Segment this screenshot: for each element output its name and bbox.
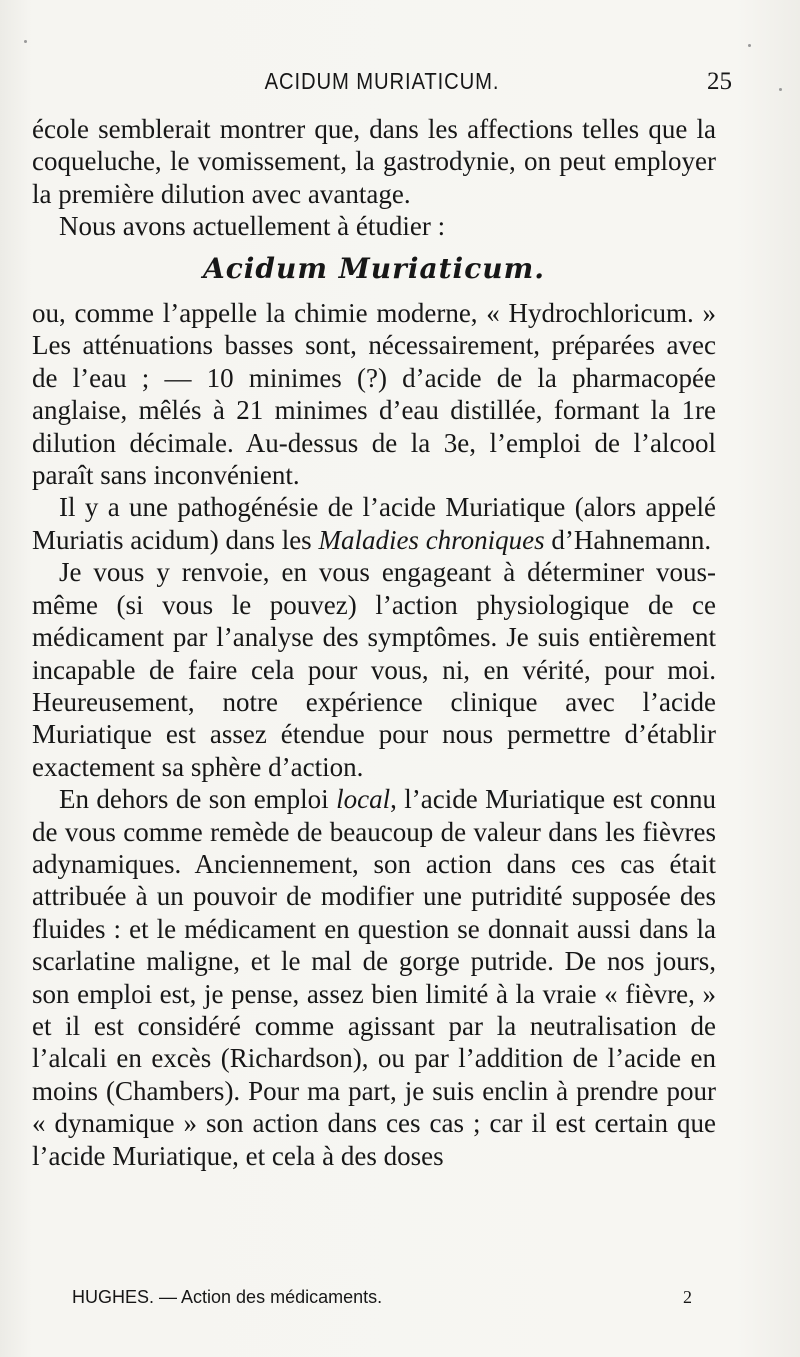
paragraph-3: ou, comme l’appelle la chimie moderne, « Hydrochloricum. » Les atténuations basses sont, nécessairement, préparées avec de l’eau ; — 10 minimes (?) d’acide de la pharmacopée anglaise, mêlés à 21 minimes d’eau distillée, formant la 1re dilution décimale. Au-dessus de la 3e, l’emploi de l’alcool paraît sans inconvénient. <box>32 298 716 491</box>
paragraph-6-text-a: En dehors de son emploi <box>59 784 337 815</box>
paragraph-4 <box>32 491 716 556</box>
paragraph-4-italic: Maladies chroniques <box>318 524 545 555</box>
paragraph-2: Nous avons actuellement à étudier : <box>59 211 446 242</box>
page-header <box>32 68 732 100</box>
paper-speck <box>779 88 782 91</box>
paragraph-4-text-b: d’Hahnemann. <box>544 524 712 555</box>
paragraph-1: école semblerait montrer que, dans les affections telles que la coqueluche, le vomissement, la gastrodynie, on peut employer la première dilution avec avantage. <box>32 114 716 209</box>
running-head: ACIDUM MURIATICUM. <box>264 68 500 94</box>
paragraph-5: Je vous y renvoie, en vous engageant à déterminer vous-même (si vous le pouvez) l’action physiologique de ce médicament par l’analyse des symptômes. Je suis entièrement incapable de faire cela pour vous, ni, en vérité, pour moi. Heureusement, notre expérience clinique avec l’acide Muriatique est assez étendue pour nous permettre d’établir exactement sa sphère d’action. <box>32 557 716 782</box>
paragraph-4-text-a: Il y a une pathogénésie de l’acide Muriatique (alors appelé Muriatis acidum) dans les <box>32 492 716 555</box>
section-heading: Acidum Muriaticum. <box>203 251 545 285</box>
page-body <box>32 113 716 1172</box>
signature-number: 2 <box>683 1287 692 1307</box>
paper-speck <box>748 44 751 47</box>
paper-speck <box>24 40 27 43</box>
page-number: 25 <box>707 68 732 95</box>
footer-signature: HUGHES. — Action des médicaments. <box>72 1287 383 1307</box>
paragraph-6-text-b: , l’acide Muriatique est connu de vous comme remède de beaucoup de valeur dans les fièvres adynamiques. Anciennement, son action dans ces cas était attribuée à un pouvoir de modifier une putridité supposée des fluides : et le médicament en question se donnait aussi dans la scarlatine maligne, et le mal de gorge putride. De nos jours, son emploi est, je pense, assez bien limité à la vraie « fièvre, » et il est considéré comme agissant par la neutralisation de l’alcali en excès (Richardson), ou par l’addition de l’acide en moins (Chambers). Pour ma part, je suis enclin à prendre pour « dynamique » son action dans ces cas ; car il est certain que l’acide Muriatique, et cela à des doses <box>32 784 716 1171</box>
paragraph-6-italic: local <box>336 784 391 815</box>
page-footer <box>72 1287 692 1313</box>
paragraph-6 <box>32 783 716 1172</box>
